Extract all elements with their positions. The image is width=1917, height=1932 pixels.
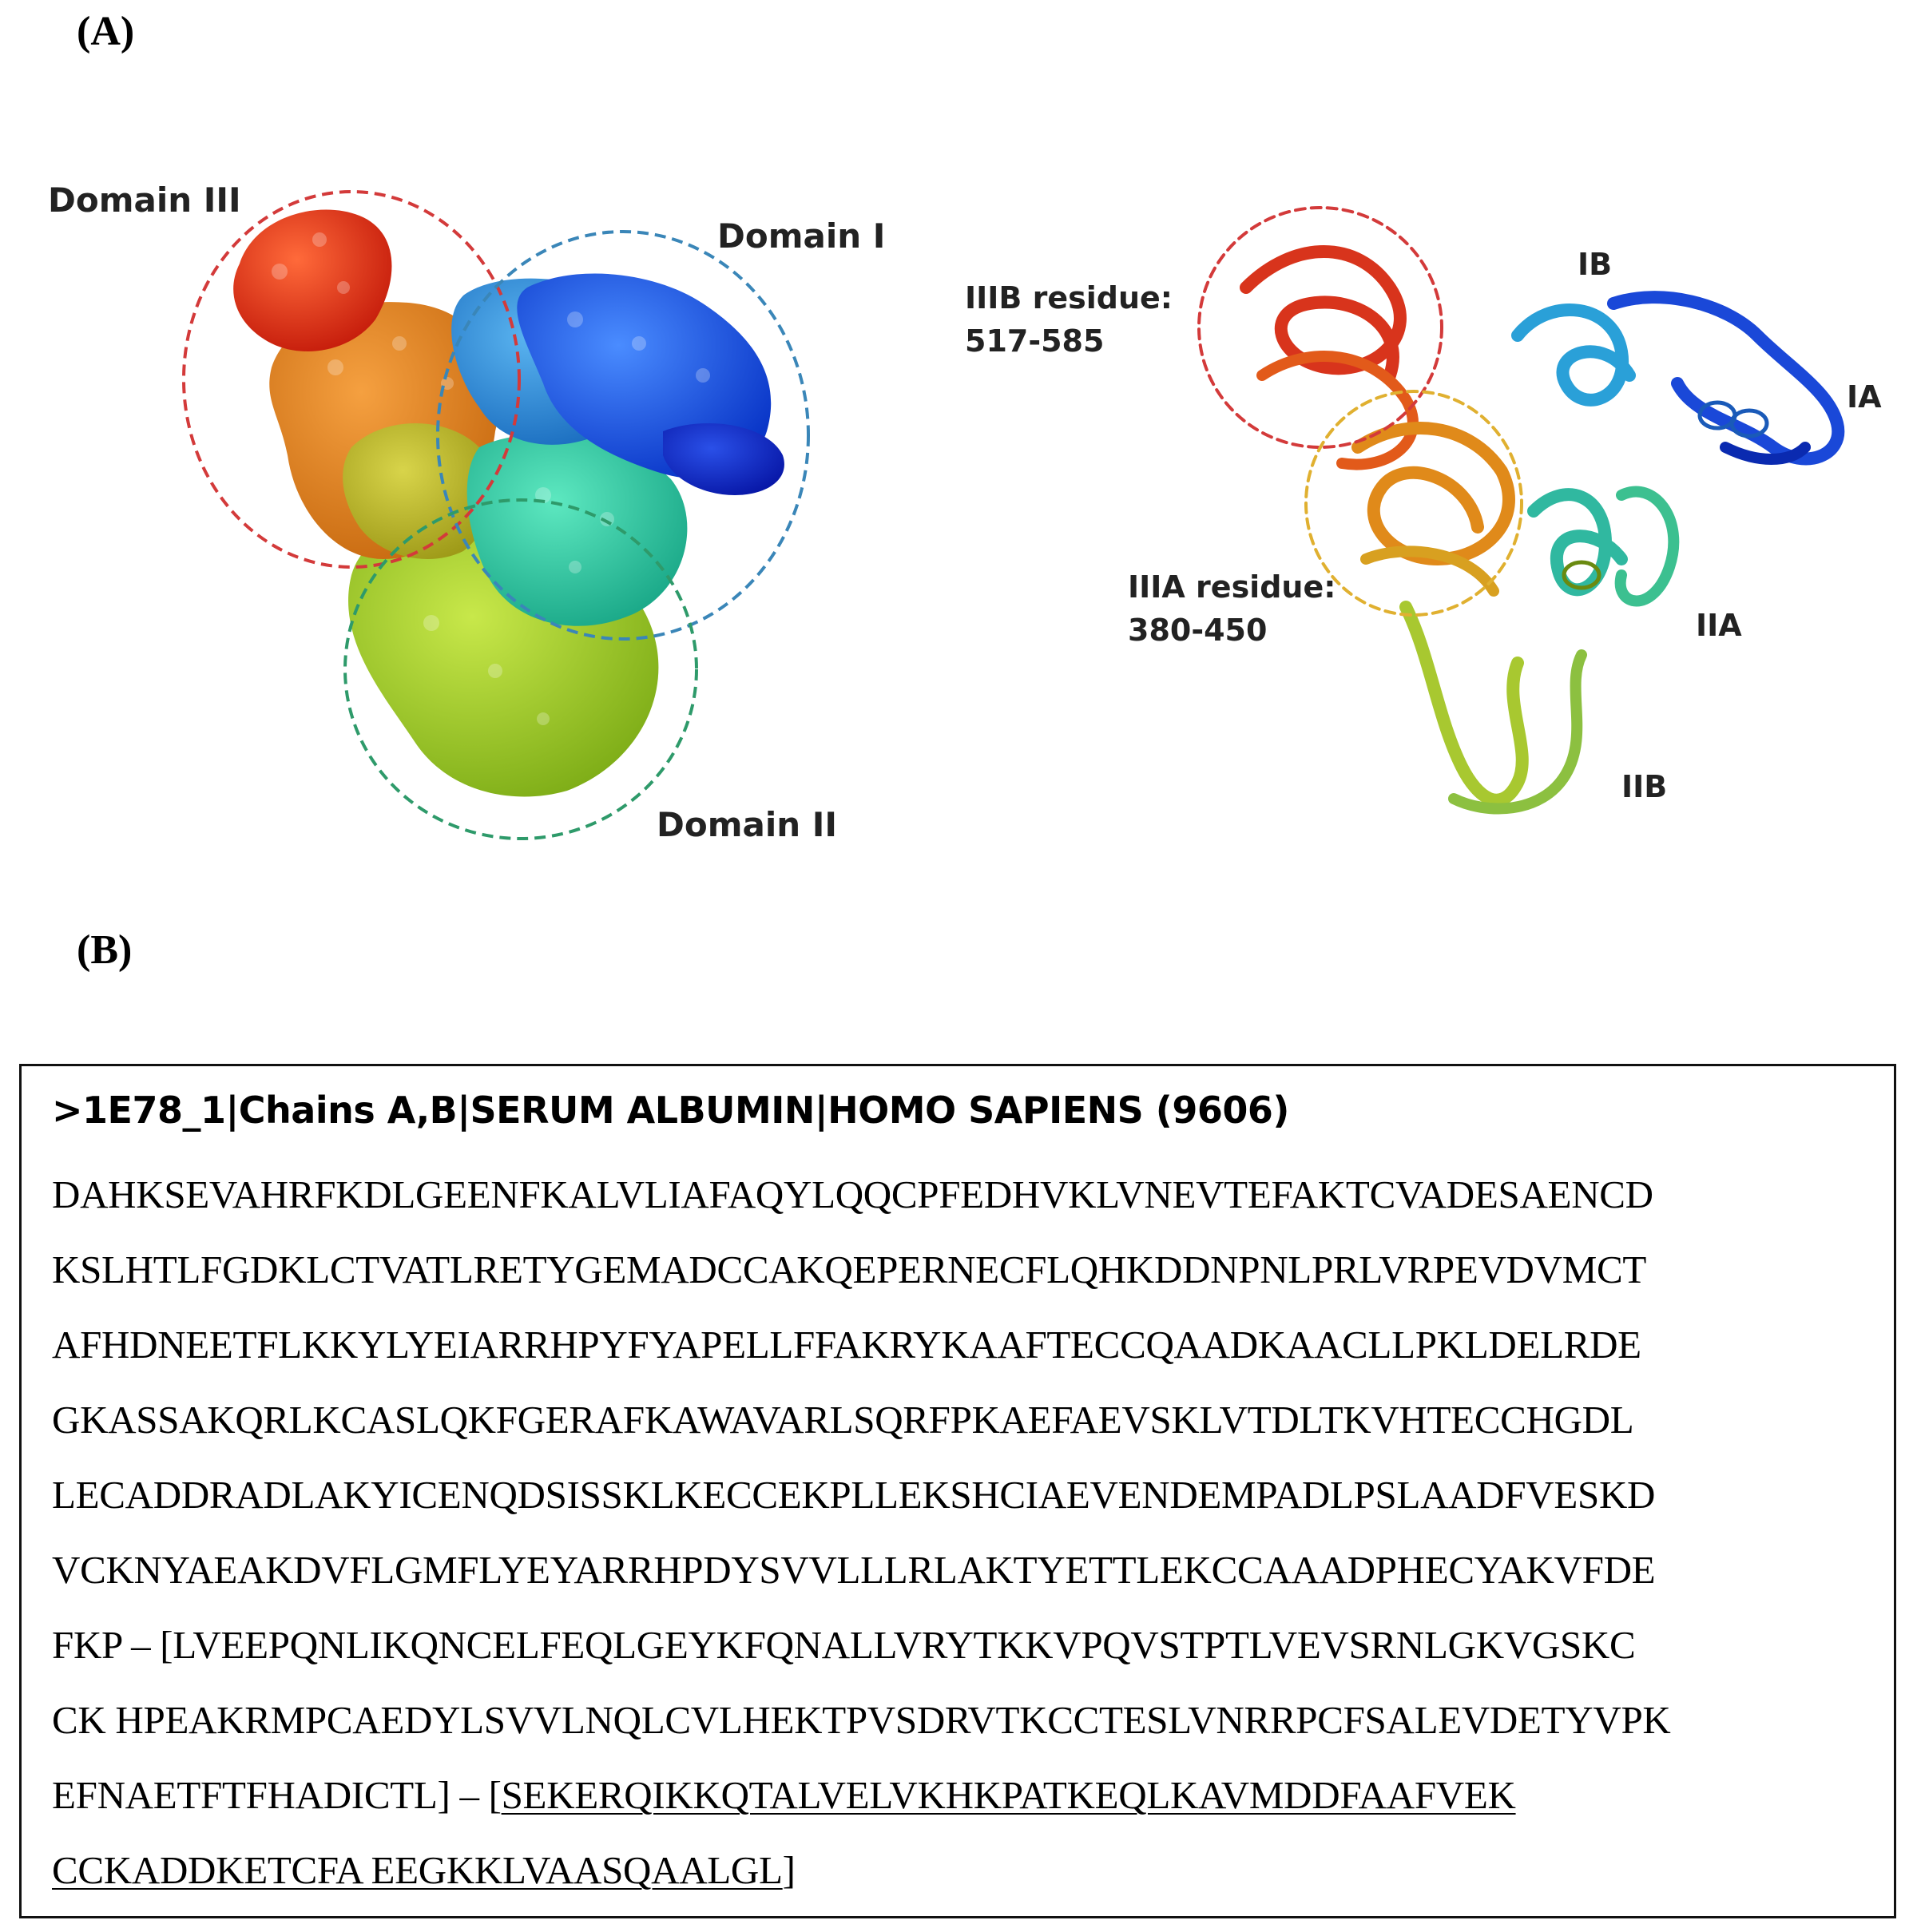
sequence-segment: EFNAETFTFHADICTL] – [ [52,1773,502,1817]
sequence-line: KSLHTLFGDKLCTVATLRETYGEMADCCAKQEPERNECFLQHKDDNPNLPRLVRPEVDVMCT [52,1248,1646,1291]
sequence-line [52,1772,1516,1818]
label-iiib-line1: IIIB residue: [965,280,1173,315]
label-iiia-line1: IIIA residue: [1128,569,1336,605]
label-iiia-line2: 380-450 [1128,613,1268,648]
sequence-line: AFHDNEETFLKKYLYEIARRHPYFYAPELLFFAKRYKAAFTECCQAADKAACLLPKLDELRDE [52,1323,1641,1367]
sequence-line [52,1847,796,1893]
protein-structure-figure [0,96,1917,879]
label-domain1: Domain I [717,216,886,256]
sequence-segment-underlined: SEKERQIKKQTALVELVKHKPATKEQLKAVMDDFAAFVEK [501,1773,1516,1817]
label-iib: IIB [1621,769,1668,804]
sequence-line: CK HPEAKRMPCAEDYLSVVLNQLCVLHEKTPVSDRVTKCCTESLVNRRPCFSALEVDETYVPK [52,1698,1671,1742]
sequence-line: FKP – [LVEEPQNLIKQNCELFEQLGEYKFQNALLVRYTKKVPQVSTPTLVEVSRNLGKVGSKC [52,1623,1636,1667]
sequence-line: LECADDRADLAKYICENQDSISSKLKECCEKPLLEKSHCIAEVENDEMPADLPSLAADFVESKD [52,1473,1656,1517]
sequence-segment-underlined: CCKADDKETCFA EEGKKLVAASQAALGL [52,1848,783,1892]
panel-label-a: (A) [77,9,135,54]
label-ia: IA [1847,379,1882,415]
label-iiib-line2: 517-585 [965,323,1105,359]
sequence-segment: ] [782,1848,796,1892]
sequence-header: >1E78_1|Chains A,B|SERUM ALBUMIN|HOMO SAPIENS (9606) [52,1089,1289,1132]
label-domain3: Domain III [48,181,241,220]
label-ib: IB [1578,247,1613,282]
panel-label-b: (B) [77,927,133,973]
space-filling-model [184,192,808,839]
label-domain2: Domain II [657,805,837,844]
sequence-box [19,1064,1896,1918]
sequence-line: DAHKSEVAHRFKDLGEENFKALVLIAFAQYLQQCPFEDHVKLVNEVTEFAKTCVADESAENCD [52,1172,1653,1216]
sequence-line: VCKNYAEAKDVFLGMFLYEYARRHPDYSVVLLLRLAKTYETTLEKCCAAADPHECYAKVFDE [52,1548,1656,1592]
label-iia: IIA [1696,608,1742,643]
ribbon-model [1199,208,1838,808]
sequence-line: GKASSAKQRLKCASLQKFGERAFKAWAVARLSQRFPKAEFAEVSKLVTDLTKVHTECCHGDL [52,1398,1634,1442]
